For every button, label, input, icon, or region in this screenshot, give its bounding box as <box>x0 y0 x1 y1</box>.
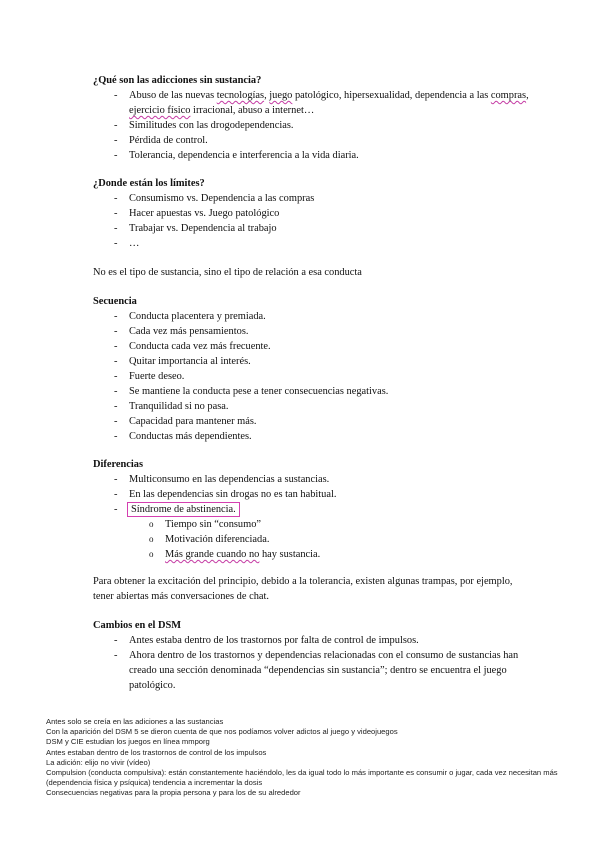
bullet-list <box>93 309 533 444</box>
note-line: Antes estaban dentro de los trastornos de control de los impulsos <box>46 747 267 757</box>
section-title: Diferencias <box>93 459 144 470</box>
list-item: - Capacidad para mantener más. <box>93 414 533 429</box>
note-line: Antes solo se creía en las adiciones a las sustancias <box>46 717 224 726</box>
paragraph-relation <box>93 265 533 280</box>
list-item: - Fuerte deseo. <box>93 369 533 384</box>
section-differences <box>93 457 533 562</box>
list-item: - Multiconsumo en las dependencias a sustancias. <box>93 472 533 487</box>
list-item <box>93 88 533 118</box>
spellcheck-text: ejercicio físico <box>129 105 191 116</box>
bullet-list <box>93 633 533 693</box>
list-item: - Antes estaba dentro de los trastornos por falta de control de impulsos. <box>93 633 533 648</box>
spellcheck-text: Más grande cuando no <box>165 549 260 560</box>
list-item: - Trabajar vs. Dependencia al trabajo <box>93 221 533 236</box>
spellcheck-text: tecnologías <box>216 90 265 101</box>
bullet-list <box>93 88 533 163</box>
sub-list-item <box>93 547 533 562</box>
list-item: - Conducta placentera y premiada. <box>93 309 533 324</box>
list-item: - Quitar importancia al interés. <box>93 354 533 369</box>
note-line: La adición: elijo no vivir (vídeo) <box>46 757 151 767</box>
section-what-are-addictions <box>93 73 533 163</box>
text-run: , <box>526 90 529 101</box>
list-item: - Conducta cada vez más frecuente. <box>93 339 533 354</box>
list-item: - Se mantiene la conducta pese a tener consecuencias negativas. <box>93 384 533 399</box>
spellcheck-text: compras <box>490 90 527 101</box>
sub-bullet-list <box>93 517 533 562</box>
note-line: Con la aparición del DSM 5 se dieron cuenta de que nos podíamos volver adictos al juego y videojuegos <box>46 727 398 737</box>
section-title: ¿Qué son las adicciones sin sustancia? <box>93 75 262 86</box>
section-title: Cambios en el DSM <box>93 620 182 631</box>
paragraph: Para obtener la excitación del principio, debido a la tolerancia, existen algunas trampas, por ejemplo, tener abiertas más conversaciones de chat. <box>93 576 513 602</box>
text-run: hay sustancia. <box>259 549 321 560</box>
sub-list-item: o Motivación diferenciada. <box>93 532 533 547</box>
text-run: patológico, hipersexualidad, dependencia a las <box>292 90 491 101</box>
list-item: - … <box>93 236 533 251</box>
paragraph: No es el tipo de sustancia, sino el tipo de relación a esa conducta <box>93 267 362 278</box>
bullet-list <box>93 191 533 251</box>
list-item: - Conductas más dependientes. <box>93 429 533 444</box>
text-run: Abuso de las nuevas <box>129 90 217 101</box>
note-line: Compulsion (conducta compulsiva): están constantemente haciéndolo, les da igual todo lo más importante es consumir o jugar, cada vez necesitan más (dependencia física y psíquica) tendencia a incrementar la dosis <box>46 768 558 788</box>
list-item: - En las dependencias sin drogas no es tan habitual. <box>93 487 533 502</box>
section-limits <box>93 176 533 251</box>
list-item: - Consumismo vs. Dependencia a las compras <box>93 191 533 206</box>
list-item: - Pérdida de control. <box>93 133 533 148</box>
highlighted-text: Síndrome de abstinencia. <box>131 504 236 515</box>
list-item: - Tranquilidad si no pasa. <box>93 399 533 414</box>
list-item: - Hacer apuestas vs. Juego patológico <box>93 206 533 221</box>
list-item: - Tolerancia, dependencia e interferencia a la vida diaria. <box>93 148 533 163</box>
sub-list-item: o Tiempo sin “consumo” <box>93 517 533 532</box>
spellcheck-text: juego <box>269 90 293 101</box>
note-line: DSM y CIE estudian los juegos en línea mmporg <box>46 737 210 747</box>
list-item: - Cada vez más pensamientos. <box>93 324 533 339</box>
paragraph-excitation <box>93 574 533 604</box>
notes-block <box>46 717 576 799</box>
list-item <box>93 502 533 517</box>
list-item: - Ahora dentro de los trastornos y dependencias relacionadas con el consumo de sustancias han creado una sección denominada “dependencias sin sustancia”; dentro se encuentra el juego patológico. <box>93 648 533 693</box>
text-run: , <box>264 90 270 101</box>
section-dsm-changes <box>93 618 533 693</box>
section-sequence <box>93 294 533 444</box>
bullet-list <box>93 472 533 517</box>
section-title: ¿Donde están los límites? <box>93 178 205 189</box>
list-item: - Similitudes con las drogodependencias. <box>93 118 533 133</box>
section-title: Secuencia <box>93 296 137 307</box>
note-line: Consecuencias negativas para la propia persona y para los de su alrededor <box>46 788 301 798</box>
text-run: irracional, abuso a internet… <box>190 105 315 116</box>
